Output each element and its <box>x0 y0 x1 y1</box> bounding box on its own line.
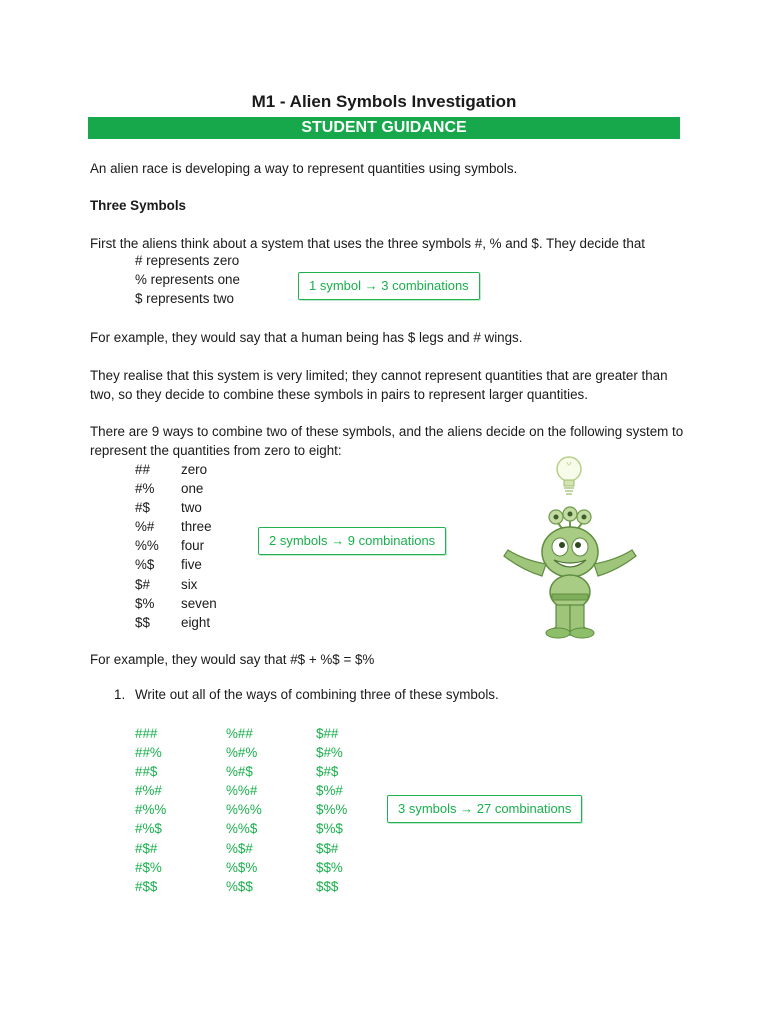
triple-combination: $$$ <box>316 878 339 894</box>
pair-word: two <box>181 500 202 516</box>
intro-text: An alien race is developing a way to represent quantities using symbols. <box>90 161 518 176</box>
triple-combination: ### <box>135 726 158 741</box>
pair-symbol: #% <box>135 481 155 497</box>
example-one: For example, they would say that a human being has $ legs and # wings. <box>90 330 523 345</box>
triple-combination: %%$ <box>226 821 258 837</box>
pair-symbol: $# <box>135 576 150 592</box>
triple-combination: #$$ <box>135 878 158 894</box>
triples-column-1 <box>135 724 166 896</box>
triple-combination: ##$ <box>135 764 158 780</box>
pair-word: seven <box>181 595 217 611</box>
pairs-intro: There are 9 ways to combine two of these symbols, and the aliens decide on the following system to represent the quantities from zero to eight: <box>90 424 684 458</box>
triple-combination: %#% <box>226 745 258 761</box>
question-text: Write out all of the ways of combining three of these symbols. <box>135 687 499 702</box>
pair-symbol: $$ <box>135 614 150 630</box>
pair-symbol: %$ <box>135 557 155 573</box>
lightbulb-icon <box>557 457 581 494</box>
pair-symbol: %% <box>135 538 159 554</box>
triple-combination: %## <box>226 726 253 741</box>
triple-combination: #%# <box>135 783 162 799</box>
triple-combination: #$% <box>135 859 162 875</box>
triple-combination: %$% <box>226 859 258 875</box>
triple-combination: $#$ <box>316 764 339 780</box>
callout-one-symbol: 1 symbol → 3 combinations <box>298 272 480 300</box>
pair-word: eight <box>181 614 211 630</box>
pair-symbol: %# <box>135 519 155 535</box>
guidance-banner: STUDENT GUIDANCE <box>88 117 680 139</box>
definition-one: % represents one <box>135 272 240 287</box>
pair-word: five <box>181 557 202 573</box>
callout-three-symbols: 3 symbols → 27 combinations <box>387 795 582 823</box>
pair-word: six <box>181 576 198 592</box>
triple-combination: ##% <box>135 745 162 761</box>
alien-icon <box>494 452 644 642</box>
triple-combination: %%# <box>226 783 258 799</box>
pair-word: one <box>181 481 204 497</box>
pair-word: zero <box>181 462 208 477</box>
first-system-lead: First the aliens think about a system that uses the three symbols #, % and $. They decide that <box>90 236 646 251</box>
triple-combination: %#$ <box>226 764 253 780</box>
triple-combination: $## <box>316 726 339 741</box>
page-title: M1 - Alien Symbols Investigation <box>251 92 517 111</box>
question-number: 1. <box>114 687 126 702</box>
alien-illustration <box>494 452 644 642</box>
pair-symbol: ## <box>135 462 150 477</box>
triple-combination: $%% <box>316 802 348 818</box>
triple-combination: #$# <box>135 840 158 856</box>
pair-word: three <box>181 519 212 535</box>
realise-paragraph: They realise that this system is very limited; they cannot represent quantities that are greater than two, so they decide to combine these symbols in pairs to represent larger quantities. <box>90 368 668 402</box>
triples-column-3 <box>316 724 347 896</box>
pair-word: four <box>181 538 205 554</box>
definition-zero: # represents zero <box>135 253 240 268</box>
triple-combination: $%$ <box>316 821 343 837</box>
triple-combination: %%% <box>226 802 262 818</box>
pairs-symbol-column <box>135 460 175 632</box>
triple-combination: $#% <box>316 745 343 761</box>
triples-column-2 <box>226 724 262 896</box>
section-heading: Three Symbols <box>90 198 186 213</box>
pair-symbol: $% <box>135 595 155 611</box>
triple-combination: $$# <box>316 840 339 856</box>
callout-two-symbols: 2 symbols → 9 combinations <box>258 527 446 555</box>
triple-combination: $%# <box>316 783 343 799</box>
triple-combination: #%% <box>135 802 167 818</box>
triple-combination: #%$ <box>135 821 162 837</box>
triple-combination: %$$ <box>226 878 253 894</box>
example-two: For example, they would say that #$ + %$ = $% <box>90 652 375 667</box>
pair-symbol: #$ <box>135 500 150 516</box>
triple-combination: $$% <box>316 859 343 875</box>
definition-two: $ represents two <box>135 291 234 306</box>
triple-combination: %$# <box>226 840 253 856</box>
pairs-word-column <box>181 460 217 632</box>
